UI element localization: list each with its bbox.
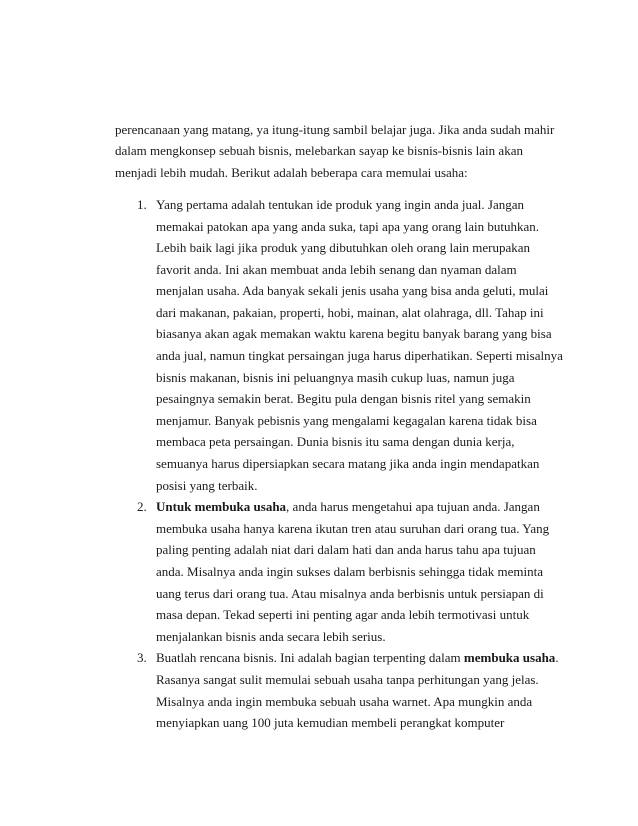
list-item-1-line: menjamur. Banyak pebisnis yang mengalami kegagalan karena tidak bisa [156, 413, 537, 428]
list-item-2-line: paling penting adalah niat dari dalam hati dan anda harus tahu apa tujuan [156, 542, 536, 557]
list-item-1-line: membaca peta persaingan. Dunia bisnis itu sama dengan dunia kerja, [156, 434, 515, 449]
list-item-1-line: posisi yang terbaik. [156, 478, 258, 493]
list-item-1-line: biasanya akan agak memakan waktu karena begitu banyak barang yang bisa [156, 326, 552, 341]
list-item-2-line: uang terus dari orang tua. Atau misalnya anda berbisnis untuk persiapan di [156, 586, 544, 601]
list-item-3-line: Rasanya sangat sulit memulai sebuah usaha tanpa perhitungan yang jelas. [156, 672, 539, 687]
list-item-1-line: Lebih baik lagi jika produk yang dibutuhkan oleh orang lain merupakan [156, 240, 531, 255]
bold-phrase: membuka usaha [463, 650, 556, 665]
list-item-2-line: anda. Misalnya anda ingin sukses dalam berbisnis sehingga tidak meminta [156, 564, 544, 579]
text-run: . [555, 650, 559, 665]
list-item-1-line: dari makanan, pakaian, properti, hobi, mainan, alat olahraga, dll. Tahap ini [156, 305, 544, 320]
intro-line-3: menjadi lebih mudah. Berikut adalah beberapa cara memulai usaha: [115, 165, 468, 180]
text-run: , anda harus mengetahui apa tujuan anda. Jangan [286, 499, 540, 514]
list-item-2-number: 2. [137, 499, 147, 514]
text-run: Buatlah rencana bisnis. Ini adalah bagian terpenting dalam [156, 650, 464, 665]
list-item-2-line: membuka usaha hanya karena ikutan tren atau suruhan dari orang tua. Yang [156, 521, 550, 536]
list-item-1-line: favorit anda. Ini akan membuat anda lebih senang dan nyaman dalam [156, 262, 517, 277]
list-item-3-number: 3. [137, 650, 147, 665]
list-item-1-line: anda jual, namun tingkat persaingan juga harus diperhatikan. Seperti misalnya [156, 348, 563, 363]
list-item-2-line: masa depan. Tekad seperti ini penting agar anda lebih termotivasi untuk [156, 607, 530, 622]
list-item-1-line: menjalan usaha. Ada banyak sekali jenis usaha yang bisa anda geluti, mulai [156, 283, 549, 298]
list-item-1-line: semuanya harus dipersiapkan secara matang jika anda ingin mendapatkan [156, 456, 540, 471]
list-item-3-first-line [156, 650, 559, 666]
list-item-1-number: 1. [137, 197, 147, 212]
list-item-3-line: menyiapkan uang 100 juta kemudian membeli perangkat komputer [156, 715, 505, 730]
intro-line-2: dalam mengkonsep sebuah bisnis, melebarkan sayap ke bisnis-bisnis lain akan [115, 143, 523, 158]
bold-phrase: Untuk membuka usaha [156, 499, 287, 514]
list-item-2-first-line [156, 499, 540, 515]
list-item-1-line: pesaingnya semakin berat. Begitu pula dengan bisnis ritel yang semakin [156, 391, 531, 406]
intro-line-1: perencanaan yang matang, ya itung-itung sambil belajar juga. Jika anda sudah mahir [115, 122, 555, 137]
list-item-3-line: Misalnya anda ingin membuka sebuah usaha warnet. Apa mungkin anda [156, 694, 533, 709]
list-item-2-line: menjalankan bisnis anda secara lebih serius. [156, 629, 386, 644]
list-item-1-line: bisnis makanan, bisnis ini peluangnya masih cukup luas, namun juga [156, 370, 515, 385]
list-item-1-line: memakai patokan apa yang anda suka, tapi apa yang orang lain butuhkan. [156, 219, 540, 234]
list-item-1-line: Yang pertama adalah tentukan ide produk yang ingin anda jual. Jangan [156, 197, 524, 212]
